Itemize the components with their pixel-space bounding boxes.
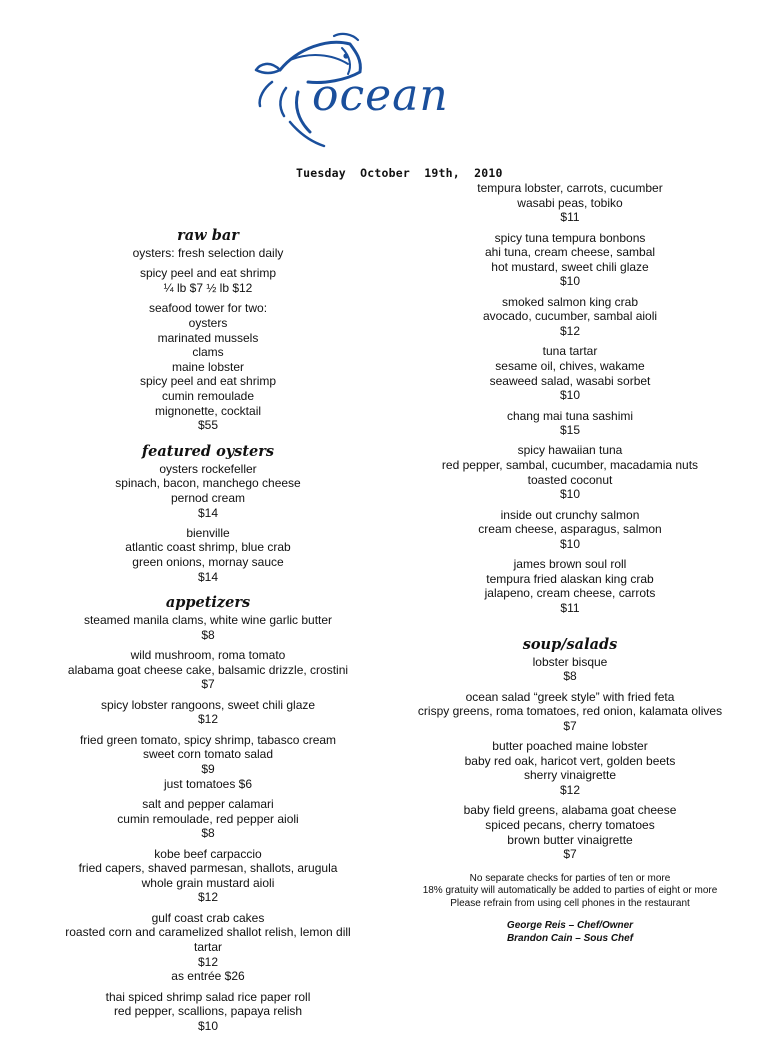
menu-item-line: just tomatoes $6 (163, 776, 253, 791)
menu-item-line: brown butter vinaigrette (507, 832, 633, 847)
menu-item-line: salt and pepper calamari (142, 796, 274, 811)
menu-section (0, 593, 416, 1033)
menu-item-line: cumin remoulade, red pepper aioli (117, 811, 299, 826)
menu-item-line: thai spiced shrimp salad rice paper roll (105, 989, 311, 1004)
menu-item-line: oysters (188, 315, 228, 330)
menu-item-price: $12 (197, 890, 219, 905)
menu-item-line: wild mushroom, roma tomato (130, 648, 286, 663)
section-title: featured oysters (141, 442, 275, 460)
menu-item-price: $7 (201, 677, 215, 692)
menu-item-line: tuna tartar (542, 344, 598, 359)
menu-item (378, 508, 762, 552)
menu-item-line: seafood tower for two: (148, 301, 268, 316)
menu-item-line: sesame oil, chives, wakame (495, 358, 645, 373)
menu-item (378, 295, 762, 339)
menu-item-price: $10 (559, 536, 581, 551)
menu-item-line: ¼ lb $7 ½ lb $12 (163, 280, 253, 295)
menu-item-line: chang mai tuna sashimi (506, 408, 634, 423)
menu-item-price: $15 (559, 423, 581, 438)
menu-item-line: spicy peel and eat shrimp (139, 266, 277, 281)
menu-item-line: lobster bisque (532, 654, 608, 669)
menu-item-line: maine lobster (171, 359, 245, 374)
menu-item-line: seaweed salad, wasabi sorbet (489, 373, 651, 388)
menu-item (0, 266, 416, 295)
menu-item-price: $12 (197, 954, 219, 969)
menu-item (378, 409, 762, 438)
menu-item (0, 733, 416, 791)
menu-item-line: sweet corn tomato salad (142, 747, 274, 762)
restaurant-policies (378, 873, 762, 910)
menu-item-price: $55 (197, 418, 219, 433)
menu-item-price: $10 (559, 487, 581, 502)
menu-item-line: wasabi peas, tobiko (517, 195, 623, 210)
menu-item-line: as entrée $26 (171, 969, 245, 984)
menu-item (378, 557, 762, 615)
menu-item (0, 526, 416, 584)
menu-item-line: steamed manila clams, white wine garlic butter (83, 613, 333, 628)
menu-item-line: hot mustard, sweet chili glaze (491, 259, 649, 274)
menu-item (0, 462, 416, 520)
menu-item-line: james brown soul roll (513, 557, 627, 572)
fish-eye (343, 53, 348, 58)
menu-section (0, 226, 416, 433)
menu-item (378, 803, 762, 861)
menu-item (0, 698, 416, 727)
menu-column-right (378, 181, 762, 945)
ocean-logo (250, 30, 500, 155)
menu-item-line: red pepper, scallions, papaya relish (113, 1004, 303, 1019)
menu-item-line: kobe beef carpaccio (154, 846, 262, 861)
menu-item-price: $7 (563, 847, 577, 862)
menu-item-line: smoked salmon king crab (501, 294, 639, 309)
menu-item-line: spicy hawaiian tuna (517, 443, 623, 458)
menu-item-line: butter poached maine lobster (492, 739, 648, 754)
menu-item-price: $12 (559, 782, 581, 797)
chef-credit: George Reis – Chef/Owner (506, 919, 634, 931)
menu-section (378, 635, 762, 862)
menu-item-line: ocean salad “greek style” with fried feta (465, 689, 675, 704)
menu-item-price: $11 (560, 601, 580, 616)
menu-item (378, 739, 762, 797)
menu-item-line: sherry vinaigrette (523, 768, 617, 783)
menu-item (378, 443, 762, 501)
menu-item-price: $12 (197, 712, 219, 727)
menu-item-line: cumin remoulade (161, 388, 255, 403)
menu-item-line: avocado, cucumber, sambal aioli (482, 309, 658, 324)
menu-item-line: roasted corn and caramelized shallot relish, lemon dill (65, 925, 351, 940)
brand-wordmark: ocean (312, 70, 449, 121)
menu-item-price: $8 (201, 627, 215, 642)
menu-item-price: $8 (563, 669, 577, 684)
menu-item-line: ahi tuna, cream cheese, sambal (484, 245, 656, 260)
policy-note: 18% gratuity will automatically be added to parties of eight or more (422, 885, 718, 897)
menu-item-line: red pepper, sambal, cucumber, macadamia nuts (441, 458, 699, 473)
menu-item (0, 246, 416, 261)
menu-item (378, 655, 762, 684)
menu-item-price: $14 (197, 505, 219, 520)
menu-item (0, 797, 416, 841)
menu-item-line: toasted coconut (527, 472, 613, 487)
menu-item-line: whole grain mustard aioli (141, 875, 275, 890)
menu-item-line: jalapeno, cream cheese, carrots (484, 586, 656, 601)
menu-item-line: clams (192, 345, 224, 360)
menu-item-line: cream cheese, asparagus, salmon (478, 522, 662, 537)
menu-item-price: $10 (559, 388, 581, 403)
menu-item-line: fried capers, shaved parmesan, shallots, arugula (78, 861, 338, 876)
menu-item-line: spicy peel and eat shrimp (139, 374, 277, 389)
menu-item-line: baby red oak, haricot vert, golden beets (464, 753, 676, 768)
menu-item-line: gulf coast crab cakes (151, 910, 265, 925)
chef-credits (378, 919, 762, 945)
menu-item-line: crispy greens, roma tomatoes, red onion, kalamata olives (417, 704, 723, 719)
menu-item-price: $14 (197, 569, 219, 584)
menu-item (0, 613, 416, 642)
menu-item-line: marinated mussels (157, 330, 259, 345)
menu-item-price: $11 (560, 210, 580, 225)
menu-item-line: spicy tuna tempura bonbons (494, 230, 646, 245)
right-column-sections (378, 181, 762, 862)
menu-item-line: oysters: fresh selection daily (132, 246, 284, 260)
menu-item (0, 911, 416, 984)
fish-tail (256, 64, 280, 73)
menu-item-price: $8 (201, 826, 215, 841)
menu-item-line: bienville (186, 525, 230, 540)
menu-item (378, 181, 762, 225)
menu-item-line: fried green tomato, spicy shrimp, tabasco cream (79, 732, 337, 747)
menu-section (378, 181, 762, 616)
menu-item-price: $12 (559, 323, 581, 338)
section-title: appetizers (165, 594, 251, 612)
menu-item-line: inside out crunchy salmon (500, 507, 640, 522)
menu-item-line: alabama goat cheese cake, balsamic drizzle, crostini (67, 662, 349, 677)
menu-item (378, 344, 762, 402)
menu-item-line: atlantic coast shrimp, blue crab (125, 540, 291, 555)
menu-item-line: spinach, bacon, manchego cheese (115, 476, 301, 491)
menu-item-price: $7 (563, 718, 577, 733)
menu-item-line: spicy lobster rangoons, sweet chili glaze (100, 697, 316, 712)
policy-note: Please refrain from using cell phones in the restaurant (450, 897, 690, 909)
menu-item-line: tempura fried alaskan king crab (486, 571, 654, 586)
menu-item-line: tempura lobster, carrots, cucumber (477, 181, 663, 195)
menu-item-line: green onions, mornay sauce (132, 555, 284, 570)
menu-item (0, 648, 416, 692)
section-title: soup/salads (522, 635, 618, 653)
menu-item-line: oysters rockefeller (159, 461, 257, 476)
menu-item (0, 990, 416, 1034)
menu-item-line: spiced pecans, cherry tomatoes (485, 817, 655, 832)
menu-item (378, 690, 762, 734)
menu-item-line: mignonette, cocktail (154, 403, 262, 418)
section-title: raw bar (177, 227, 239, 244)
menu-column-left (0, 226, 416, 1039)
menu-date: Tuesday October 19th, 2010 (296, 166, 503, 180)
menu-item-price: $9 (201, 762, 215, 776)
menu-item (378, 231, 762, 289)
policy-note: No separate checks for parties of ten or more (469, 872, 671, 884)
menu-section (0, 442, 416, 585)
menu-item-line: pernod cream (170, 490, 246, 505)
menu-item-price: $10 (559, 274, 581, 289)
menu-item-price: $10 (197, 1018, 219, 1033)
menu-item (0, 301, 416, 432)
menu-item (0, 847, 416, 905)
menu-item-line: baby field greens, alabama goat cheese (463, 803, 677, 818)
menu-item-line: tartar (193, 939, 222, 954)
chef-credit: Brandon Cain – Sous Chef (506, 932, 634, 944)
